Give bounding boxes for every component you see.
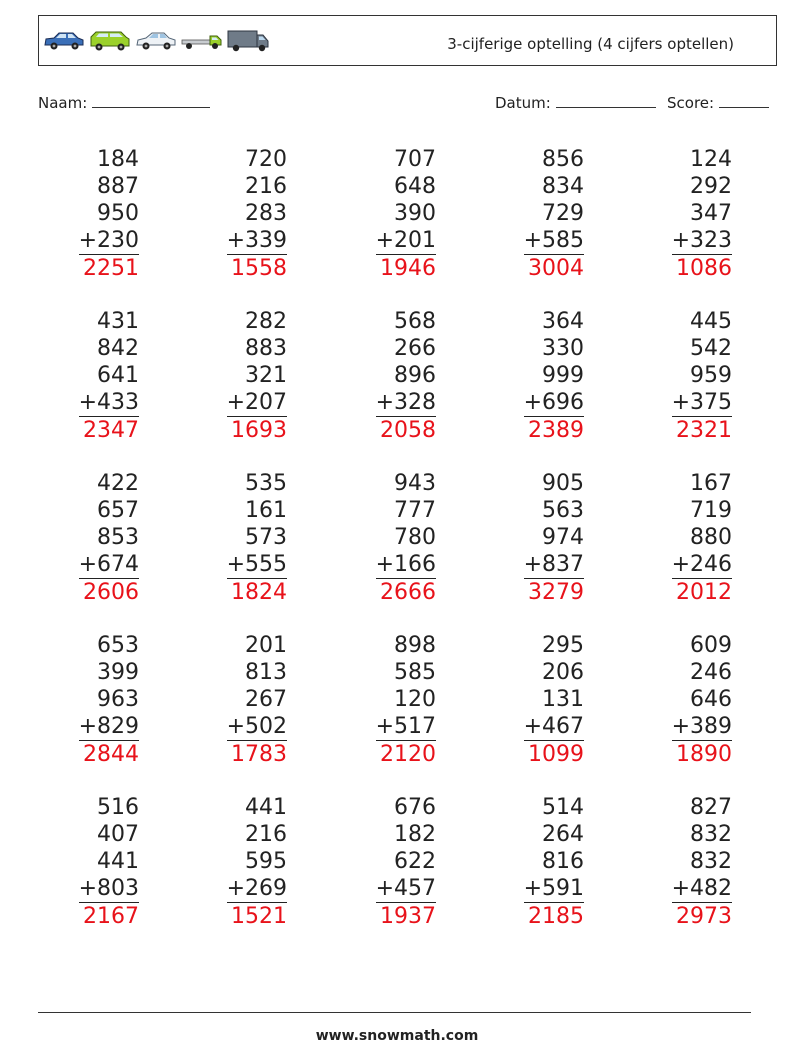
addend-row xyxy=(474,227,584,255)
addend-last: +502 xyxy=(226,714,287,739)
addend: 246 xyxy=(690,660,732,685)
problem-r2-c3 xyxy=(326,308,436,444)
addend: 676 xyxy=(394,795,436,820)
addend: 441 xyxy=(97,849,139,874)
addend: 131 xyxy=(542,687,584,712)
addend: 216 xyxy=(245,174,287,199)
addend-last: +829 xyxy=(78,714,139,739)
addend-last: +230 xyxy=(78,228,139,253)
problem-r2-c2 xyxy=(177,308,287,444)
problem-r3-c1 xyxy=(29,470,139,606)
problem-r2-c4 xyxy=(474,308,584,444)
addend: 422 xyxy=(97,471,139,496)
addend: 595 xyxy=(245,849,287,874)
addend-row xyxy=(326,875,436,903)
addend: 950 xyxy=(97,201,139,226)
addend-row xyxy=(29,713,139,741)
addend: 364 xyxy=(542,309,584,334)
addend: 184 xyxy=(97,147,139,172)
addend-last: +585 xyxy=(523,228,584,253)
footer-site: www.snowmath.com xyxy=(315,1028,479,1044)
problem-r1-c1 xyxy=(29,146,139,282)
addend: 267 xyxy=(245,687,287,712)
answer: 2666 xyxy=(380,580,436,605)
car-blue-icon xyxy=(42,28,86,52)
answer: 3004 xyxy=(528,256,584,281)
addend: 330 xyxy=(542,336,584,361)
addend: 182 xyxy=(394,822,436,847)
answer: 2844 xyxy=(83,742,139,767)
problem-r5-c3 xyxy=(326,794,436,930)
addend: 813 xyxy=(245,660,287,685)
name-field[interactable] xyxy=(38,93,210,112)
addend: 999 xyxy=(542,363,584,388)
addend: 161 xyxy=(245,498,287,523)
addend: 216 xyxy=(245,822,287,847)
answer: 2012 xyxy=(676,580,732,605)
addend: 832 xyxy=(690,822,732,847)
problem-r5-c1 xyxy=(29,794,139,930)
problem-r3-c3 xyxy=(326,470,436,606)
header-box xyxy=(38,15,777,66)
addend: 622 xyxy=(394,849,436,874)
addend: 295 xyxy=(542,633,584,658)
answer: 1890 xyxy=(676,742,732,767)
date-blank[interactable] xyxy=(556,93,656,108)
addend-last: +323 xyxy=(671,228,732,253)
addend: 535 xyxy=(245,471,287,496)
addend: 707 xyxy=(394,147,436,172)
addend-row xyxy=(177,227,287,255)
addend: 514 xyxy=(542,795,584,820)
addend-row xyxy=(177,551,287,579)
addend: 283 xyxy=(245,201,287,226)
addend: 883 xyxy=(245,336,287,361)
addend: 653 xyxy=(97,633,139,658)
addend: 827 xyxy=(690,795,732,820)
addend: 292 xyxy=(690,174,732,199)
addend-row xyxy=(29,389,139,417)
addend-row xyxy=(29,551,139,579)
problem-r4-c4 xyxy=(474,632,584,768)
addend-row xyxy=(622,389,732,417)
addend-last: +555 xyxy=(226,552,287,577)
addend: 568 xyxy=(394,309,436,334)
problem-r1-c2 xyxy=(177,146,287,282)
name-label: Naam: xyxy=(38,94,88,112)
addend: 834 xyxy=(542,174,584,199)
car-white-icon xyxy=(134,28,178,52)
addend: 896 xyxy=(394,363,436,388)
addend: 563 xyxy=(542,498,584,523)
addend: 321 xyxy=(245,363,287,388)
problem-r4-c5 xyxy=(622,632,732,768)
addend: 905 xyxy=(542,471,584,496)
answer: 1521 xyxy=(231,904,287,929)
addend: 407 xyxy=(97,822,139,847)
addend-last: +517 xyxy=(375,714,436,739)
addend-row xyxy=(622,227,732,255)
addend-last: +207 xyxy=(226,390,287,415)
addend-row xyxy=(177,389,287,417)
addend-row xyxy=(474,713,584,741)
addend-row xyxy=(474,551,584,579)
addend-last: +389 xyxy=(671,714,732,739)
score-field[interactable] xyxy=(667,93,769,112)
vehicle-icons xyxy=(42,28,270,52)
score-blank[interactable] xyxy=(719,93,769,108)
addend: 898 xyxy=(394,633,436,658)
addend-last: +246 xyxy=(671,552,732,577)
answer: 1824 xyxy=(231,580,287,605)
addend: 441 xyxy=(245,795,287,820)
truck-green-icon xyxy=(180,28,224,52)
addend-last: +803 xyxy=(78,876,139,901)
addend-row xyxy=(326,551,436,579)
answer: 2185 xyxy=(528,904,584,929)
answer: 2606 xyxy=(83,580,139,605)
addend: 609 xyxy=(690,633,732,658)
addend: 648 xyxy=(394,174,436,199)
addend: 431 xyxy=(97,309,139,334)
answer: 1783 xyxy=(231,742,287,767)
addend: 201 xyxy=(245,633,287,658)
addend-row xyxy=(177,875,287,903)
problem-r1-c4 xyxy=(474,146,584,282)
answer: 2389 xyxy=(528,418,584,443)
addend: 816 xyxy=(542,849,584,874)
problem-r2-c1 xyxy=(29,308,139,444)
addend: 445 xyxy=(690,309,732,334)
addend: 266 xyxy=(394,336,436,361)
problem-r3-c4 xyxy=(474,470,584,606)
addend: 542 xyxy=(690,336,732,361)
addend-row xyxy=(622,551,732,579)
addend-row xyxy=(326,713,436,741)
addend: 264 xyxy=(542,822,584,847)
problem-r4-c3 xyxy=(326,632,436,768)
problem-r3-c2 xyxy=(177,470,287,606)
problem-r5-c2 xyxy=(177,794,287,930)
addend: 887 xyxy=(97,174,139,199)
answer: 2120 xyxy=(380,742,436,767)
addend: 853 xyxy=(97,525,139,550)
addend: 641 xyxy=(97,363,139,388)
addend-row xyxy=(326,227,436,255)
answer: 1086 xyxy=(676,256,732,281)
addend-row xyxy=(177,713,287,741)
problem-r2-c5 xyxy=(622,308,732,444)
answer: 1937 xyxy=(380,904,436,929)
addend: 780 xyxy=(394,525,436,550)
addend: 842 xyxy=(97,336,139,361)
addend-row xyxy=(474,875,584,903)
answer: 2058 xyxy=(380,418,436,443)
addend: 390 xyxy=(394,201,436,226)
addend-last: +696 xyxy=(523,390,584,415)
addend-last: +375 xyxy=(671,390,732,415)
addend-last: +837 xyxy=(523,552,584,577)
addend-last: +166 xyxy=(375,552,436,577)
problem-r1-c3 xyxy=(326,146,436,282)
van-gray-icon xyxy=(226,28,270,52)
addend-row xyxy=(29,227,139,255)
addend-last: +201 xyxy=(375,228,436,253)
addend: 963 xyxy=(97,687,139,712)
problem-r4-c2 xyxy=(177,632,287,768)
addend-row xyxy=(29,875,139,903)
addend-last: +433 xyxy=(78,390,139,415)
addend-last: +339 xyxy=(226,228,287,253)
addend: 832 xyxy=(690,849,732,874)
problem-r3-c5 xyxy=(622,470,732,606)
addend: 974 xyxy=(542,525,584,550)
addend: 206 xyxy=(542,660,584,685)
addend: 347 xyxy=(690,201,732,226)
addend-last: +328 xyxy=(375,390,436,415)
answer: 2167 xyxy=(83,904,139,929)
answer: 1946 xyxy=(380,256,436,281)
answer: 2347 xyxy=(83,418,139,443)
worksheet-title: 3-cijferige optelling (4 cijfers optellen) xyxy=(447,35,734,53)
problem-r5-c4 xyxy=(474,794,584,930)
car-green-icon xyxy=(88,28,132,52)
addend: 573 xyxy=(245,525,287,550)
answer: 1558 xyxy=(231,256,287,281)
date-field[interactable] xyxy=(495,93,656,112)
addend-last: +269 xyxy=(226,876,287,901)
addend: 516 xyxy=(97,795,139,820)
addend: 399 xyxy=(97,660,139,685)
addend-last: +467 xyxy=(523,714,584,739)
footer-divider xyxy=(38,1012,751,1013)
answer: 1099 xyxy=(528,742,584,767)
addend-last: +482 xyxy=(671,876,732,901)
score-label: Score: xyxy=(667,94,715,112)
problem-r4-c1 xyxy=(29,632,139,768)
addend: 959 xyxy=(690,363,732,388)
problem-r5-c5 xyxy=(622,794,732,930)
addend-row xyxy=(474,389,584,417)
addend-row xyxy=(622,713,732,741)
addend-last: +457 xyxy=(375,876,436,901)
addend: 880 xyxy=(690,525,732,550)
addend: 657 xyxy=(97,498,139,523)
addend: 729 xyxy=(542,201,584,226)
addend: 719 xyxy=(690,498,732,523)
answer: 1693 xyxy=(231,418,287,443)
problem-r1-c5 xyxy=(622,146,732,282)
addend: 585 xyxy=(394,660,436,685)
addend: 777 xyxy=(394,498,436,523)
addend-last: +591 xyxy=(523,876,584,901)
answer: 3279 xyxy=(528,580,584,605)
answer: 2321 xyxy=(676,418,732,443)
addend: 282 xyxy=(245,309,287,334)
addend: 943 xyxy=(394,471,436,496)
addend: 120 xyxy=(394,687,436,712)
addend-row xyxy=(326,389,436,417)
addend: 124 xyxy=(690,147,732,172)
name-blank[interactable] xyxy=(92,93,210,108)
answer: 2251 xyxy=(83,256,139,281)
addend-last: +674 xyxy=(78,552,139,577)
addend: 720 xyxy=(245,147,287,172)
addend: 646 xyxy=(690,687,732,712)
addend: 856 xyxy=(542,147,584,172)
date-label: Datum: xyxy=(495,94,551,112)
answer: 2973 xyxy=(676,904,732,929)
addend-row xyxy=(622,875,732,903)
addend: 167 xyxy=(690,471,732,496)
